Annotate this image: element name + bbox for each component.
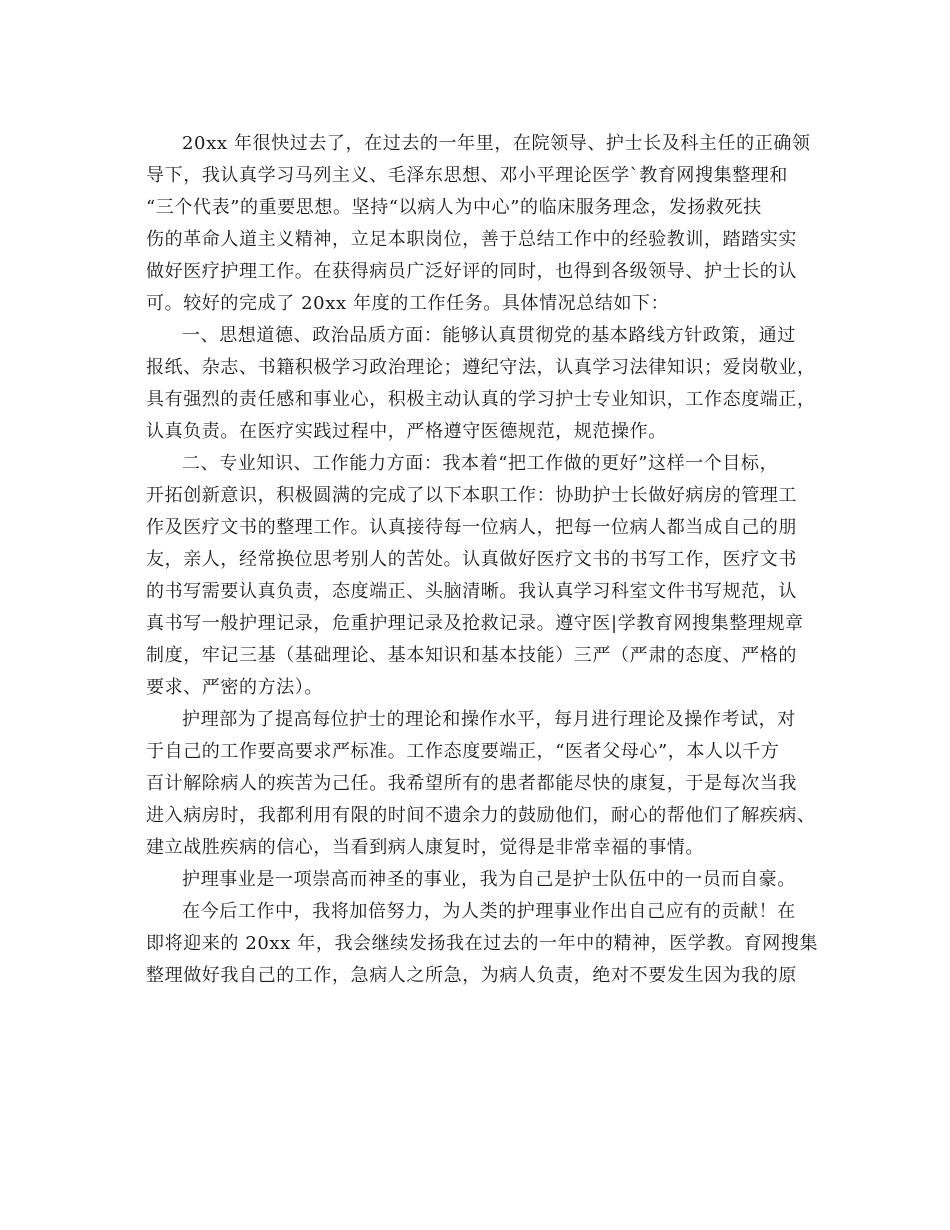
text-line: 于自己的工作要高要求严标准。工作态度要端正，“医者父母心”，本人以千方 xyxy=(146,741,780,762)
text-line: 制度，牢记三基（基础理论、基本知识和基本技能）三严（严肃的态度、严格的 xyxy=(146,645,797,666)
text-line: 做好医疗护理工作。在获得病员广泛好评的同时，也得到各级领导、护士长的认 xyxy=(146,261,797,282)
text-line: 护理部为了提高每位护士的理论和操作水平，每月进行理论及操作考试，对 xyxy=(182,709,796,730)
text-line: 真书写一般护理记录，危重护理记录及抢救记录。遵守医|学教育网搜集整理规章 xyxy=(146,613,804,634)
text-line: 具有强烈的责任感和事业心，积极主动认真的学习护士专业知识，工作态度端正， xyxy=(146,389,816,410)
text-line: 即将迎来的 20xx 年，我会继续发扬我在过去的一年中的精神，医学教。育网搜集 xyxy=(146,933,819,954)
text-line: 在今后工作中，我将加倍努力，为人类的护理事业作出自己应有的贡献！在 xyxy=(182,901,796,922)
text-line: 要求、严密的方法）。 xyxy=(146,677,323,698)
text-line: 开拓创新意识，积极圆满的完成了以下本职工作：协助护士长做好病房的管理工 xyxy=(146,485,797,506)
text-line: 导下，我认真学习马列主义、毛泽东思想、邓小平理论医学`教育网搜集整理和 xyxy=(146,165,788,186)
text-line: 一、思想道德、政治品质方面：能够认真贯彻党的基本路线方针政策，通过 xyxy=(182,325,796,346)
text-line: 建立战胜疾病的信心，当看到病人康复时，觉得是非常幸福的事情。 xyxy=(146,837,704,858)
document-body xyxy=(146,128,818,992)
text-line: 二、专业知识、工作能力方面：我本着“把工作做的更好”这样一个目标， xyxy=(182,453,779,474)
text-line: 护理事业是一项崇高而神圣的事业，我为自己是护士队伍中的一员而自豪。 xyxy=(182,869,796,890)
text-line: 认真负责。在医疗实践过程中，严格遵守医德规范，规范操作。 xyxy=(146,421,667,442)
text-line: 整理做好我自己的工作，急病人之所急，为病人负责，绝对不要发生因为我的原 xyxy=(146,965,797,986)
text-line: 伤的革命人道主义精神，立足本职岗位，善于总结工作中的经验教训，踏踏实实 xyxy=(146,229,797,250)
text-line: 报纸、杂志、书籍积极学习政治理论；遵纪守法，认真学习法律知识；爱岗敬业， xyxy=(146,357,816,378)
text-line: “三个代表”的重要思想。坚持“以病人为中心”的临床服务理念，发扬救死扶 xyxy=(146,197,762,218)
text-line: 友，亲人，经常换位思考别人的苦处。认真做好医疗文书的书写工作，医疗文书 xyxy=(146,549,797,570)
text-line: 的书写需要认真负责，态度端正、头脑清晰。我认真学习科室文件书写规范，认 xyxy=(146,581,797,602)
text-line: 百计解除病人的疾苦为己任。我希望所有的患者都能尽快的康复，于是每次当我 xyxy=(146,773,797,794)
text-line: 可。较好的完成了 20xx 年度的工作任务。具体情况总结如下： xyxy=(146,293,670,314)
text-line: 进入病房时，我都利用有限的时间不遗余力的鼓励他们，耐心的帮他们了解疾病、 xyxy=(146,805,816,826)
text-line: 20xx 年很快过去了，在过去的一年里，在院领导、护士长及科主任的正确领 xyxy=(182,133,811,154)
text-line: 作及医疗文书的整理工作。认真接待每一位病人，把每一位病人都当成自己的朋 xyxy=(146,517,797,538)
